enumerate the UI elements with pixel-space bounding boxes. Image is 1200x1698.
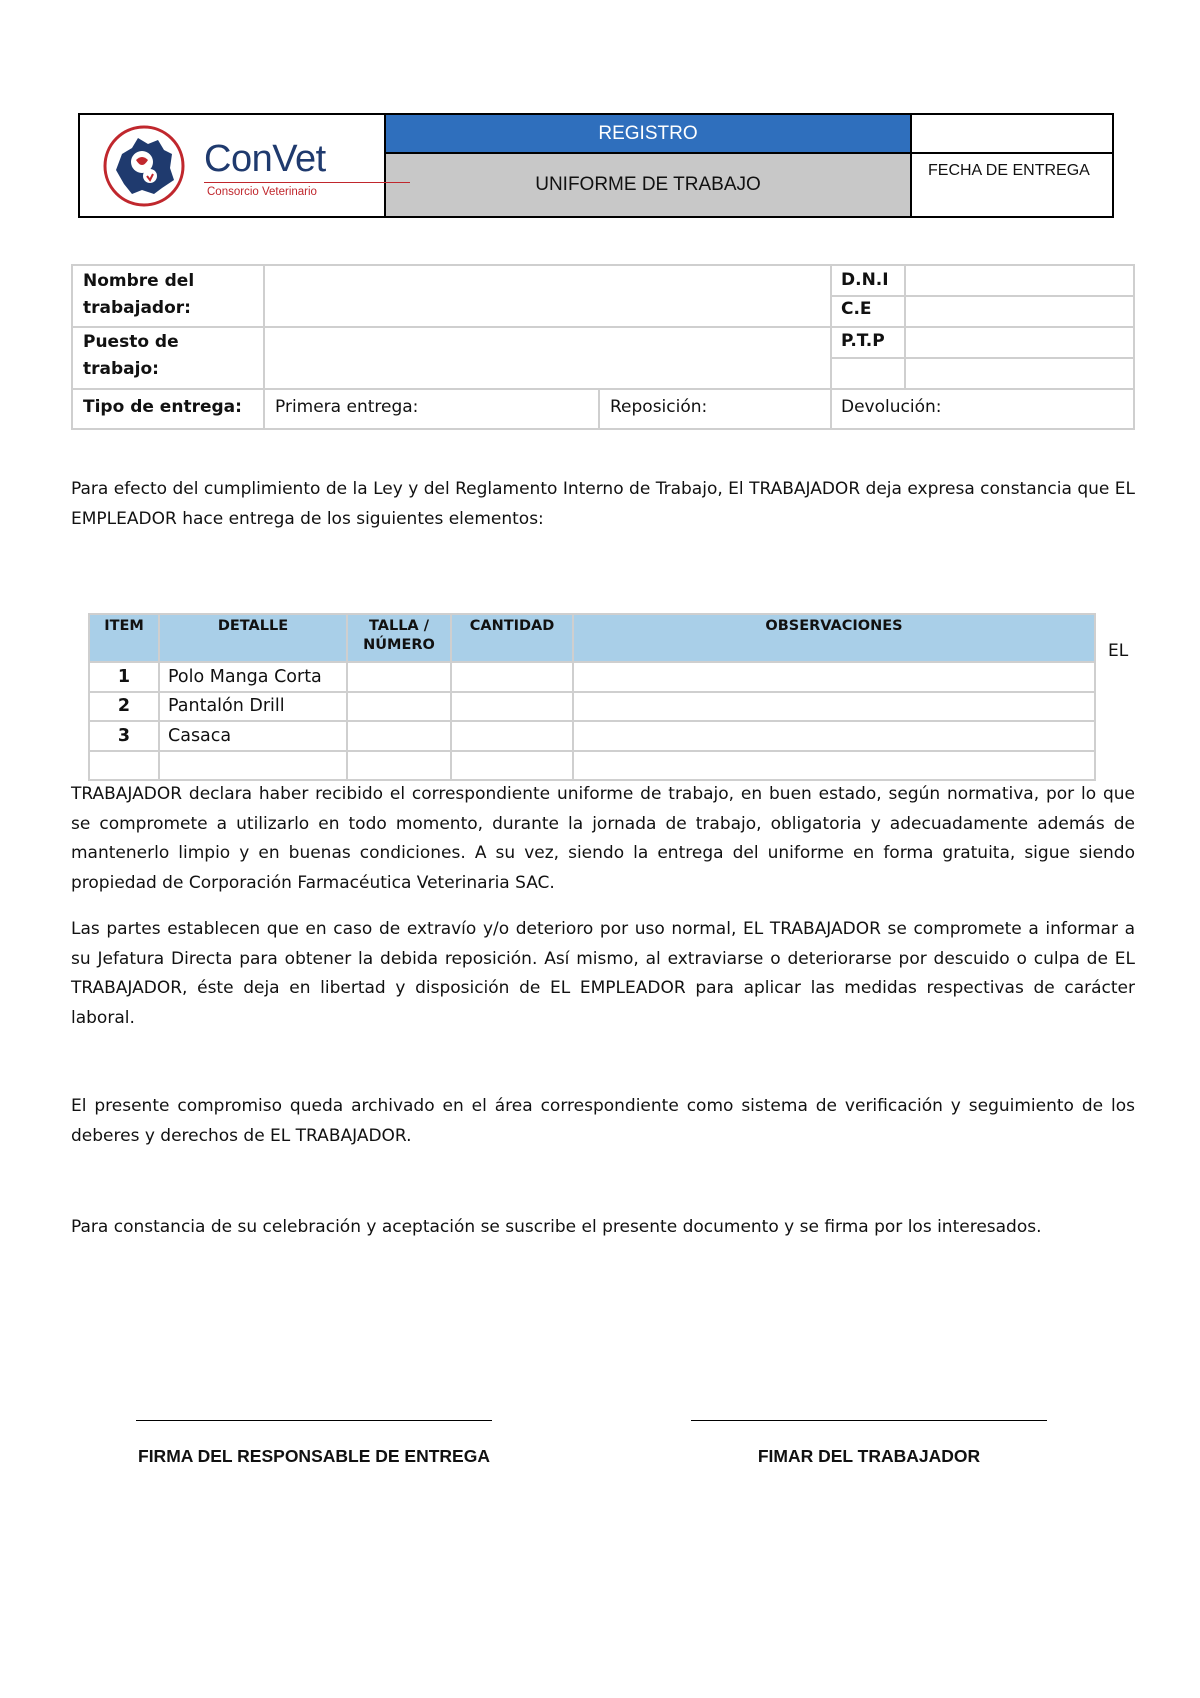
ce-field[interactable] — [906, 297, 1135, 326]
convet-emblem-icon — [102, 124, 186, 208]
logo-subtitle: Consorcio Veterinario — [207, 185, 317, 198]
col-talla: TALLA / NÚMERO — [347, 614, 451, 662]
paragraph-extravio: Las partes establecen que en caso de extravío y/o deterioro por uso normal, EL TRABAJADOR se compromete a informar a su Jefatura Directa para obtener la debida reposición. Así mismo, al extraviarse o deteriorarse por descuido o culpa de EL TRABAJADOR, éste deja en libertad y disposición de EL EMPLEADOR para aplicar las medidas respectivas de carácter laboral. — [71, 919, 1135, 1028]
ptp-field[interactable] — [906, 328, 1135, 357]
item-talla[interactable] — [347, 662, 451, 692]
convet-logo — [80, 116, 384, 216]
signature-label-left: FIRMA DEL RESPONSABLE DE ENTREGA — [138, 1446, 490, 1466]
ptp-label: P.T.P — [841, 331, 885, 351]
paragraph-constancia: Para constancia de su celebración y aceptación se suscribe el presente documento y se firma por los interesados. — [71, 1217, 1042, 1237]
item-observaciones[interactable] — [573, 751, 1095, 781]
item-detalle: Polo Manga Corta — [159, 662, 347, 692]
puesto-label: Puesto de trabajo: — [83, 332, 179, 379]
table-row — [89, 751, 1095, 781]
table-row — [89, 721, 1095, 751]
item-number: 3 — [89, 721, 159, 751]
dni-label: D.N.I — [841, 270, 889, 290]
el-word: EL — [1108, 641, 1129, 661]
nombre-field[interactable] — [265, 266, 830, 326]
table-row — [89, 662, 1095, 692]
logo-underline — [204, 182, 410, 183]
paragraph-declaration: TRABAJADOR declara haber recibido el correspondiente uniforme de trabajo, en buen estado, según normativa, por lo que se compromete a utilizarlo en todo momento, durante la jornada de trabajo, obligatoria y adecuadamente además de mantenerlo limpio y en buenas condiciones. A su vez, siendo la entrega del uniforme en forma gratuita, sigue siendo propiedad de Corporación Farmacéutica Veterinaria SAC. — [71, 784, 1135, 893]
devolucion-option[interactable]: Devolución: — [841, 397, 942, 417]
primera-entrega-option[interactable]: Primera entrega: — [275, 397, 419, 417]
item-number: 1 — [89, 662, 159, 692]
col-cantidad: CANTIDAD — [451, 614, 573, 662]
col-detalle: DETALLE — [159, 614, 347, 662]
worker-info-grid — [71, 264, 1135, 430]
dni-field[interactable] — [906, 266, 1135, 295]
item-talla[interactable] — [347, 751, 451, 781]
signature-line-left[interactable] — [136, 1420, 492, 1421]
document-title: UNIFORME DE TRABAJO — [385, 153, 911, 217]
items-table — [88, 613, 1096, 781]
ce-label: C.E — [841, 299, 872, 319]
item-cantidad[interactable] — [451, 692, 573, 722]
item-talla[interactable] — [347, 692, 451, 722]
item-talla[interactable] — [347, 721, 451, 751]
table-row — [89, 692, 1095, 722]
reposicion-option[interactable]: Reposición: — [610, 397, 708, 417]
item-number[interactable] — [89, 751, 159, 781]
item-detalle[interactable] — [159, 751, 347, 781]
item-detalle: Pantalón Drill — [159, 692, 347, 722]
intro-paragraph: Para efecto del cumplimiento de la Ley y del Reglamento Interno de Trabajo, El TRABAJADOR deja expresa constancia que EL EMPLEADOR hace entrega de los siguientes elementos: — [71, 479, 1135, 529]
signature-line-right[interactable] — [691, 1420, 1047, 1421]
item-detalle: Casaca — [159, 721, 347, 751]
col-observaciones: OBSERVACIONES — [573, 614, 1095, 662]
puesto-field[interactable] — [265, 328, 830, 388]
item-cantidad[interactable] — [451, 751, 573, 781]
item-number: 2 — [89, 692, 159, 722]
nombre-label: Nombre del trabajador: — [83, 271, 195, 318]
item-observaciones[interactable] — [573, 692, 1095, 722]
logo-cell — [79, 114, 385, 217]
tipo-entrega-label: Tipo de entrega: — [83, 397, 242, 417]
items-header-row — [89, 614, 1095, 662]
registro-label: REGISTRO — [385, 114, 911, 153]
fecha-entrega-label: FECHA DE ENTREGA — [911, 153, 1113, 217]
item-observaciones[interactable] — [573, 721, 1095, 751]
signature-label-right: FIMAR DEL TRABAJADOR — [757, 1446, 981, 1466]
date-blank-cell[interactable] — [911, 114, 1113, 153]
paragraph-archivado: El presente compromiso queda archivado en el área correspondiente como sistema de verificación y seguimiento de los deberes y derechos de EL TRABAJADOR. — [71, 1096, 1135, 1146]
logo-name: ConVet — [204, 137, 326, 180]
col-item: ITEM — [89, 614, 159, 662]
document-header — [78, 113, 1114, 218]
item-cantidad[interactable] — [451, 662, 573, 692]
extra-field[interactable] — [906, 359, 1135, 388]
item-cantidad[interactable] — [451, 721, 573, 751]
item-observaciones[interactable] — [573, 662, 1095, 692]
